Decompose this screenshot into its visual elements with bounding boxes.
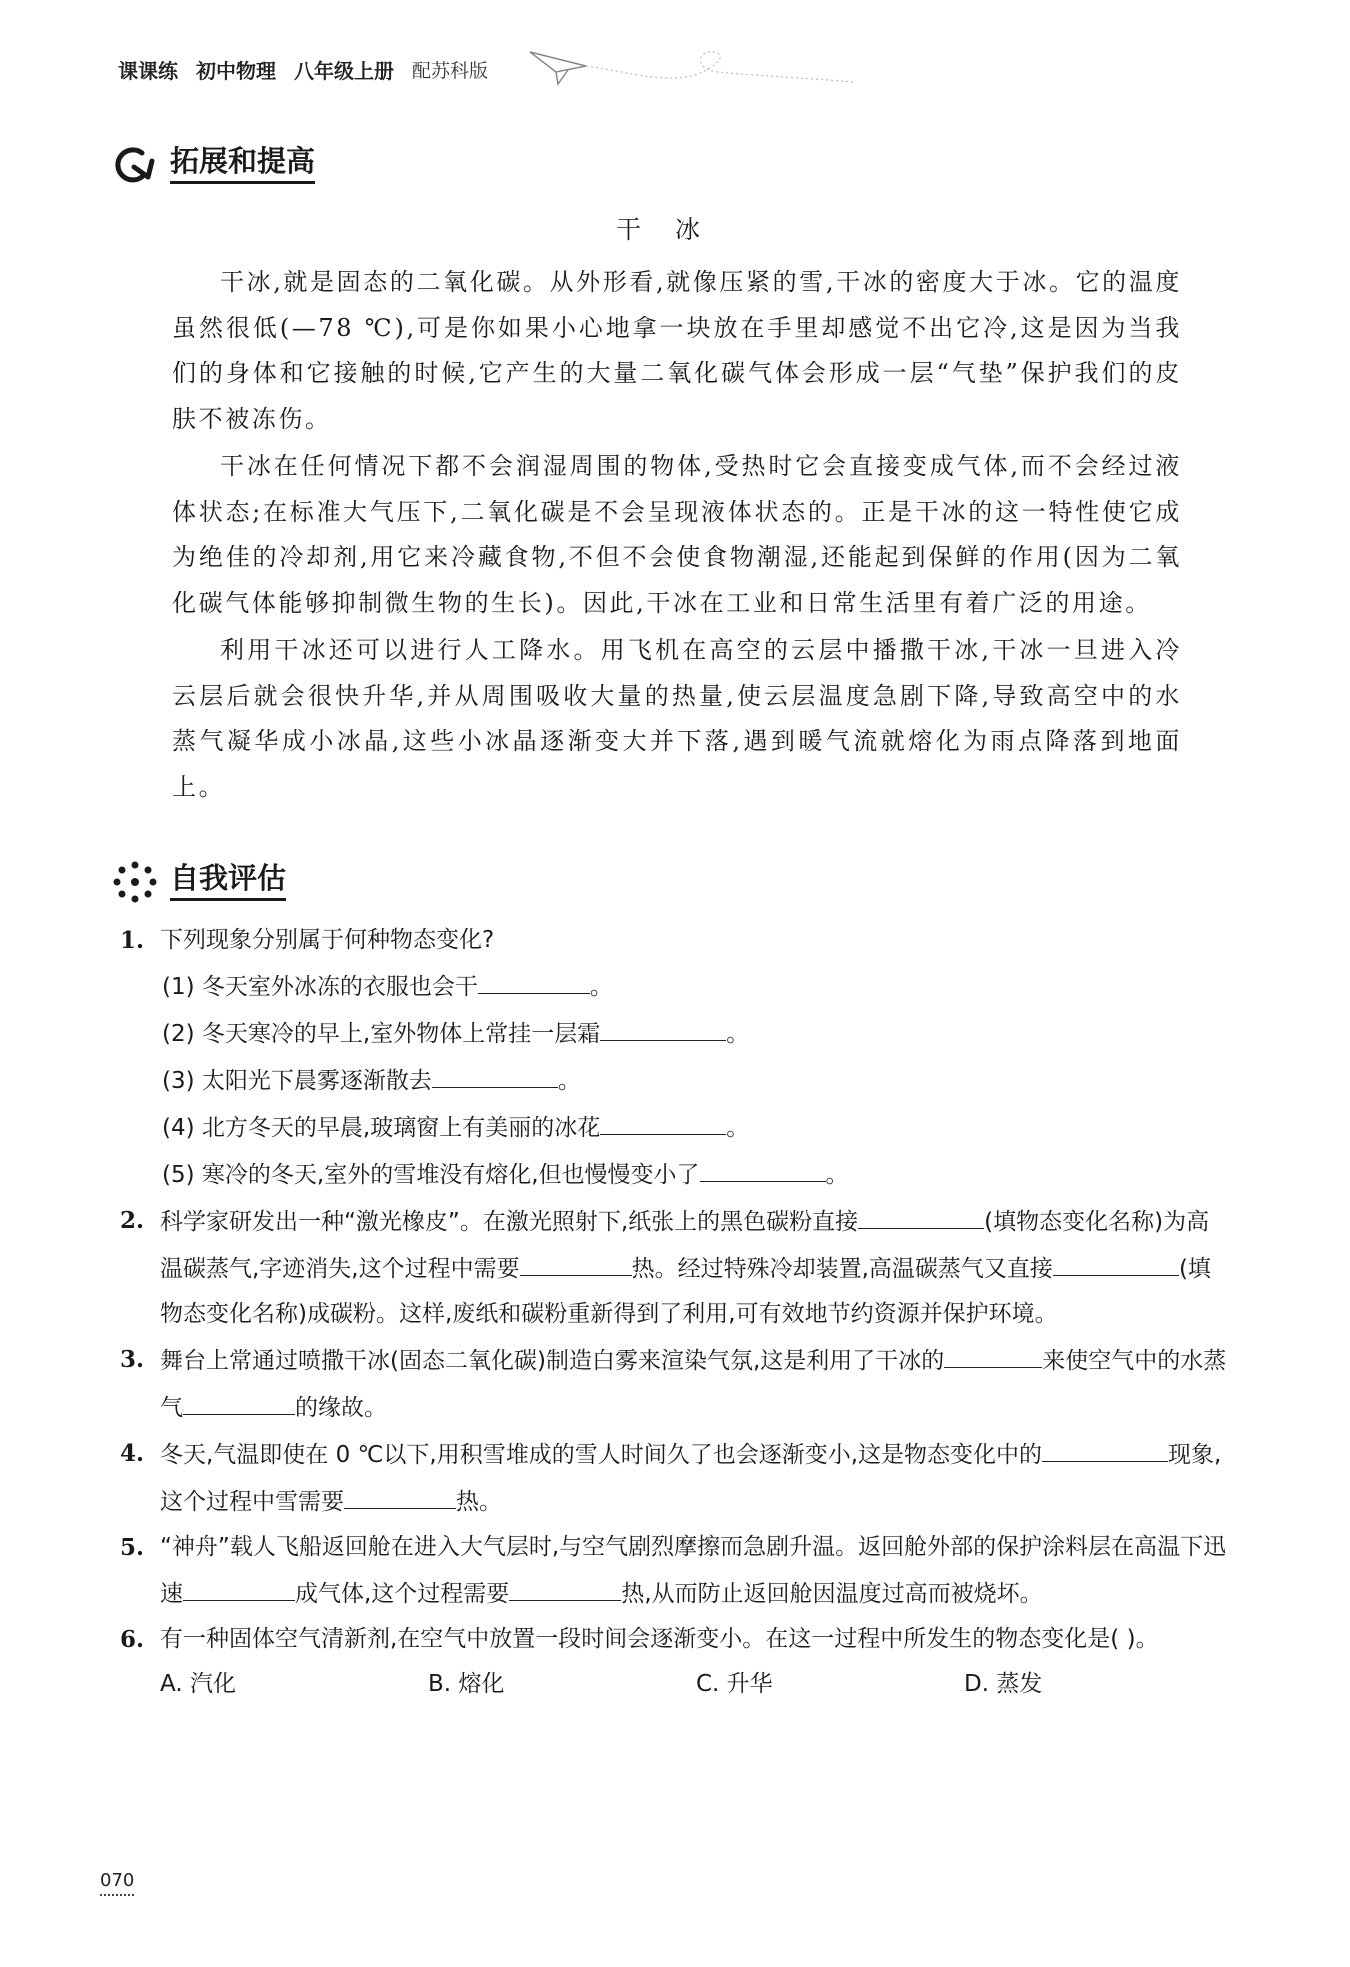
question-text: 冬天,气温即使在 0 ℃以下,用积雪堆成的雪人时间久了也会逐渐变小,这是物态变化中的	[160, 1442, 1043, 1468]
sub-question	[162, 1057, 1232, 1104]
answer-blank[interactable]	[1042, 1431, 1168, 1462]
sub-question	[162, 1151, 1232, 1198]
answer-blank[interactable]	[700, 1151, 826, 1182]
question-text: 的缘故。	[295, 1395, 387, 1421]
section-title: 自我评估	[170, 863, 286, 902]
book-grade: 八年级上册	[294, 58, 394, 83]
sub-question-text: (5) 寒冷的冬天,室外的雪堆没有熔化,但也慢慢变小了	[162, 1162, 700, 1188]
answer-options	[160, 1662, 1232, 1707]
question-6	[120, 1617, 1232, 1662]
sub-question-text: (1) 冬天室外冰冻的衣服也会干	[162, 974, 478, 1000]
article-body	[172, 260, 1182, 812]
answer-blank[interactable]	[509, 1570, 621, 1601]
section-heading-self-assessment	[112, 860, 286, 904]
article-paragraph: 干冰在任何情况下都不会润湿周围的物体,受热时它会直接变成气体,而不会经过液体状态;在标准大气压下,二氧化碳是不会呈现液体状态的。正是干冰的这一特性使它成为绝佳的冷却剂,用它来冷藏食物,不但不会使食物潮湿,还能起到保鲜的作用(因为二氧化碳气体能够抑制微生物的生长)。因此,干冰在工业和日常生活里有着广泛的用途。	[172, 452, 1182, 617]
answer-blank[interactable]	[858, 1198, 984, 1229]
dots-circle-icon	[112, 860, 158, 904]
question-1	[120, 918, 1232, 963]
section-heading-extension	[112, 145, 315, 185]
answer-blank[interactable]	[432, 1057, 558, 1088]
answer-blank[interactable]	[600, 1104, 726, 1135]
book-series: 课课练	[118, 58, 178, 83]
question-text: 热。经过特殊冷却装置,高温碳蒸气又直接	[631, 1256, 1053, 1282]
question-text: 舞台上常通过喷撒干冰(固态二氧化碳)制造白雾来渲染气氛,这是利用了干冰的	[160, 1348, 945, 1374]
page-header	[118, 52, 488, 86]
sub-question-end: 。	[825, 1162, 849, 1188]
question-number: 3.	[120, 1346, 145, 1373]
option-a[interactable]: A. 汽化	[160, 1671, 236, 1697]
question-number: 4.	[120, 1440, 145, 1467]
book-subject: 初中物理	[196, 58, 276, 83]
sub-question-text: (2) 冬天寒冷的早上,室外物体上常挂一层霜	[162, 1021, 601, 1047]
answer-blank[interactable]	[1053, 1245, 1179, 1276]
question-number: 6.	[120, 1626, 145, 1653]
answer-blank[interactable]	[344, 1478, 456, 1509]
question-2	[120, 1198, 1232, 1337]
question-text: 热。	[456, 1489, 502, 1515]
book-edition: 配苏科版	[412, 59, 489, 82]
question-list	[120, 918, 1232, 1707]
sub-question-end: 。	[726, 1021, 750, 1047]
question-text: 现象,这个过程中雪需要	[160, 1442, 1222, 1515]
question-text: 热,从而防止返回舱因温度过高而被烧坏。	[621, 1581, 1043, 1607]
question-text: 有一种固体空气清新剂,在空气中放置一段时间会逐渐变小。在这一过程中所发生的物态变化是( )。	[160, 1626, 1159, 1652]
question-4	[120, 1431, 1232, 1525]
question-number: 5.	[120, 1534, 145, 1561]
curved-arrow-icon	[112, 145, 158, 185]
section-title: 拓展和提高	[170, 146, 315, 185]
question-text: 下列现象分别属于何种物态变化?	[160, 927, 495, 953]
question-number: 2.	[120, 1207, 145, 1234]
article-paragraph: 利用干冰还可以进行人工降水。用飞机在高空的云层中播撒干冰,干冰一旦进入冷云层后就会很快升华,并从周围吸收大量的热量,使云层温度急剧下降,导致高空中的水蒸气凝华成小冰晶,这些小冰晶逐渐变大并下落,遇到暖气流就熔化为雨点降落到地面上。	[172, 636, 1182, 801]
answer-blank[interactable]	[600, 1010, 726, 1041]
answer-blank[interactable]	[183, 1570, 295, 1601]
paper-plane-icon	[528, 44, 858, 94]
question-text: (填物态变化名称)为高温碳蒸气,字迹消失,这个过程中需要	[160, 1209, 1210, 1282]
article-title: 干冰	[615, 215, 734, 244]
answer-blank[interactable]	[944, 1337, 1042, 1368]
question-3	[120, 1337, 1232, 1431]
question-text: 成气体,这个过程需要	[295, 1581, 510, 1607]
answer-blank[interactable]	[520, 1245, 632, 1276]
sub-question	[162, 1010, 1232, 1057]
sub-question-text: (3) 太阳光下晨雾逐渐散去	[162, 1068, 432, 1094]
question-number: 1.	[120, 927, 145, 954]
question-text: 科学家研发出一种“激光橡皮”。在激光照射下,纸张上的黑色碳粉直接	[160, 1209, 859, 1235]
question-5	[120, 1525, 1232, 1617]
sub-question-end: 。	[557, 1068, 581, 1094]
option-d[interactable]: D. 蒸发	[964, 1671, 1043, 1697]
sub-question-text: (4) 北方冬天的早晨,玻璃窗上有美丽的冰花	[162, 1115, 601, 1141]
article-paragraph: 干冰,就是固态的二氧化碳。从外形看,就像压紧的雪,干冰的密度大于冰。它的温度虽然很低(—78 ℃),可是你如果小心地拿一块放在手里却感觉不出它冷,这是因为当我们的身体和它接触的时候,它产生的大量二氧化碳气体会形成一层“气垫”保护我们的皮肤不被冻伤。	[172, 268, 1182, 433]
question-text: 来使空气中的水蒸气	[160, 1348, 1227, 1421]
sub-question-end: 。	[589, 974, 613, 1000]
page-number: 070	[100, 1870, 134, 1896]
sub-question-end: 。	[726, 1115, 750, 1141]
answer-blank[interactable]	[183, 1384, 295, 1415]
sub-question	[162, 963, 1232, 1010]
option-b[interactable]: B. 熔化	[428, 1671, 505, 1697]
option-c[interactable]: C. 升华	[696, 1671, 773, 1697]
question-text: (填物态变化名称)成碳粉。这样,废纸和碳粉重新得到了利用,可有效地节约资源并保护环境。	[160, 1256, 1211, 1327]
question-text: “神舟”载人飞船返回舱在进入大气层时,与空气剧烈摩擦而急剧升温。返回舱外部的保护涂料层在高温下迅速	[160, 1534, 1227, 1607]
sub-question	[162, 1104, 1232, 1151]
answer-blank[interactable]	[478, 963, 590, 994]
